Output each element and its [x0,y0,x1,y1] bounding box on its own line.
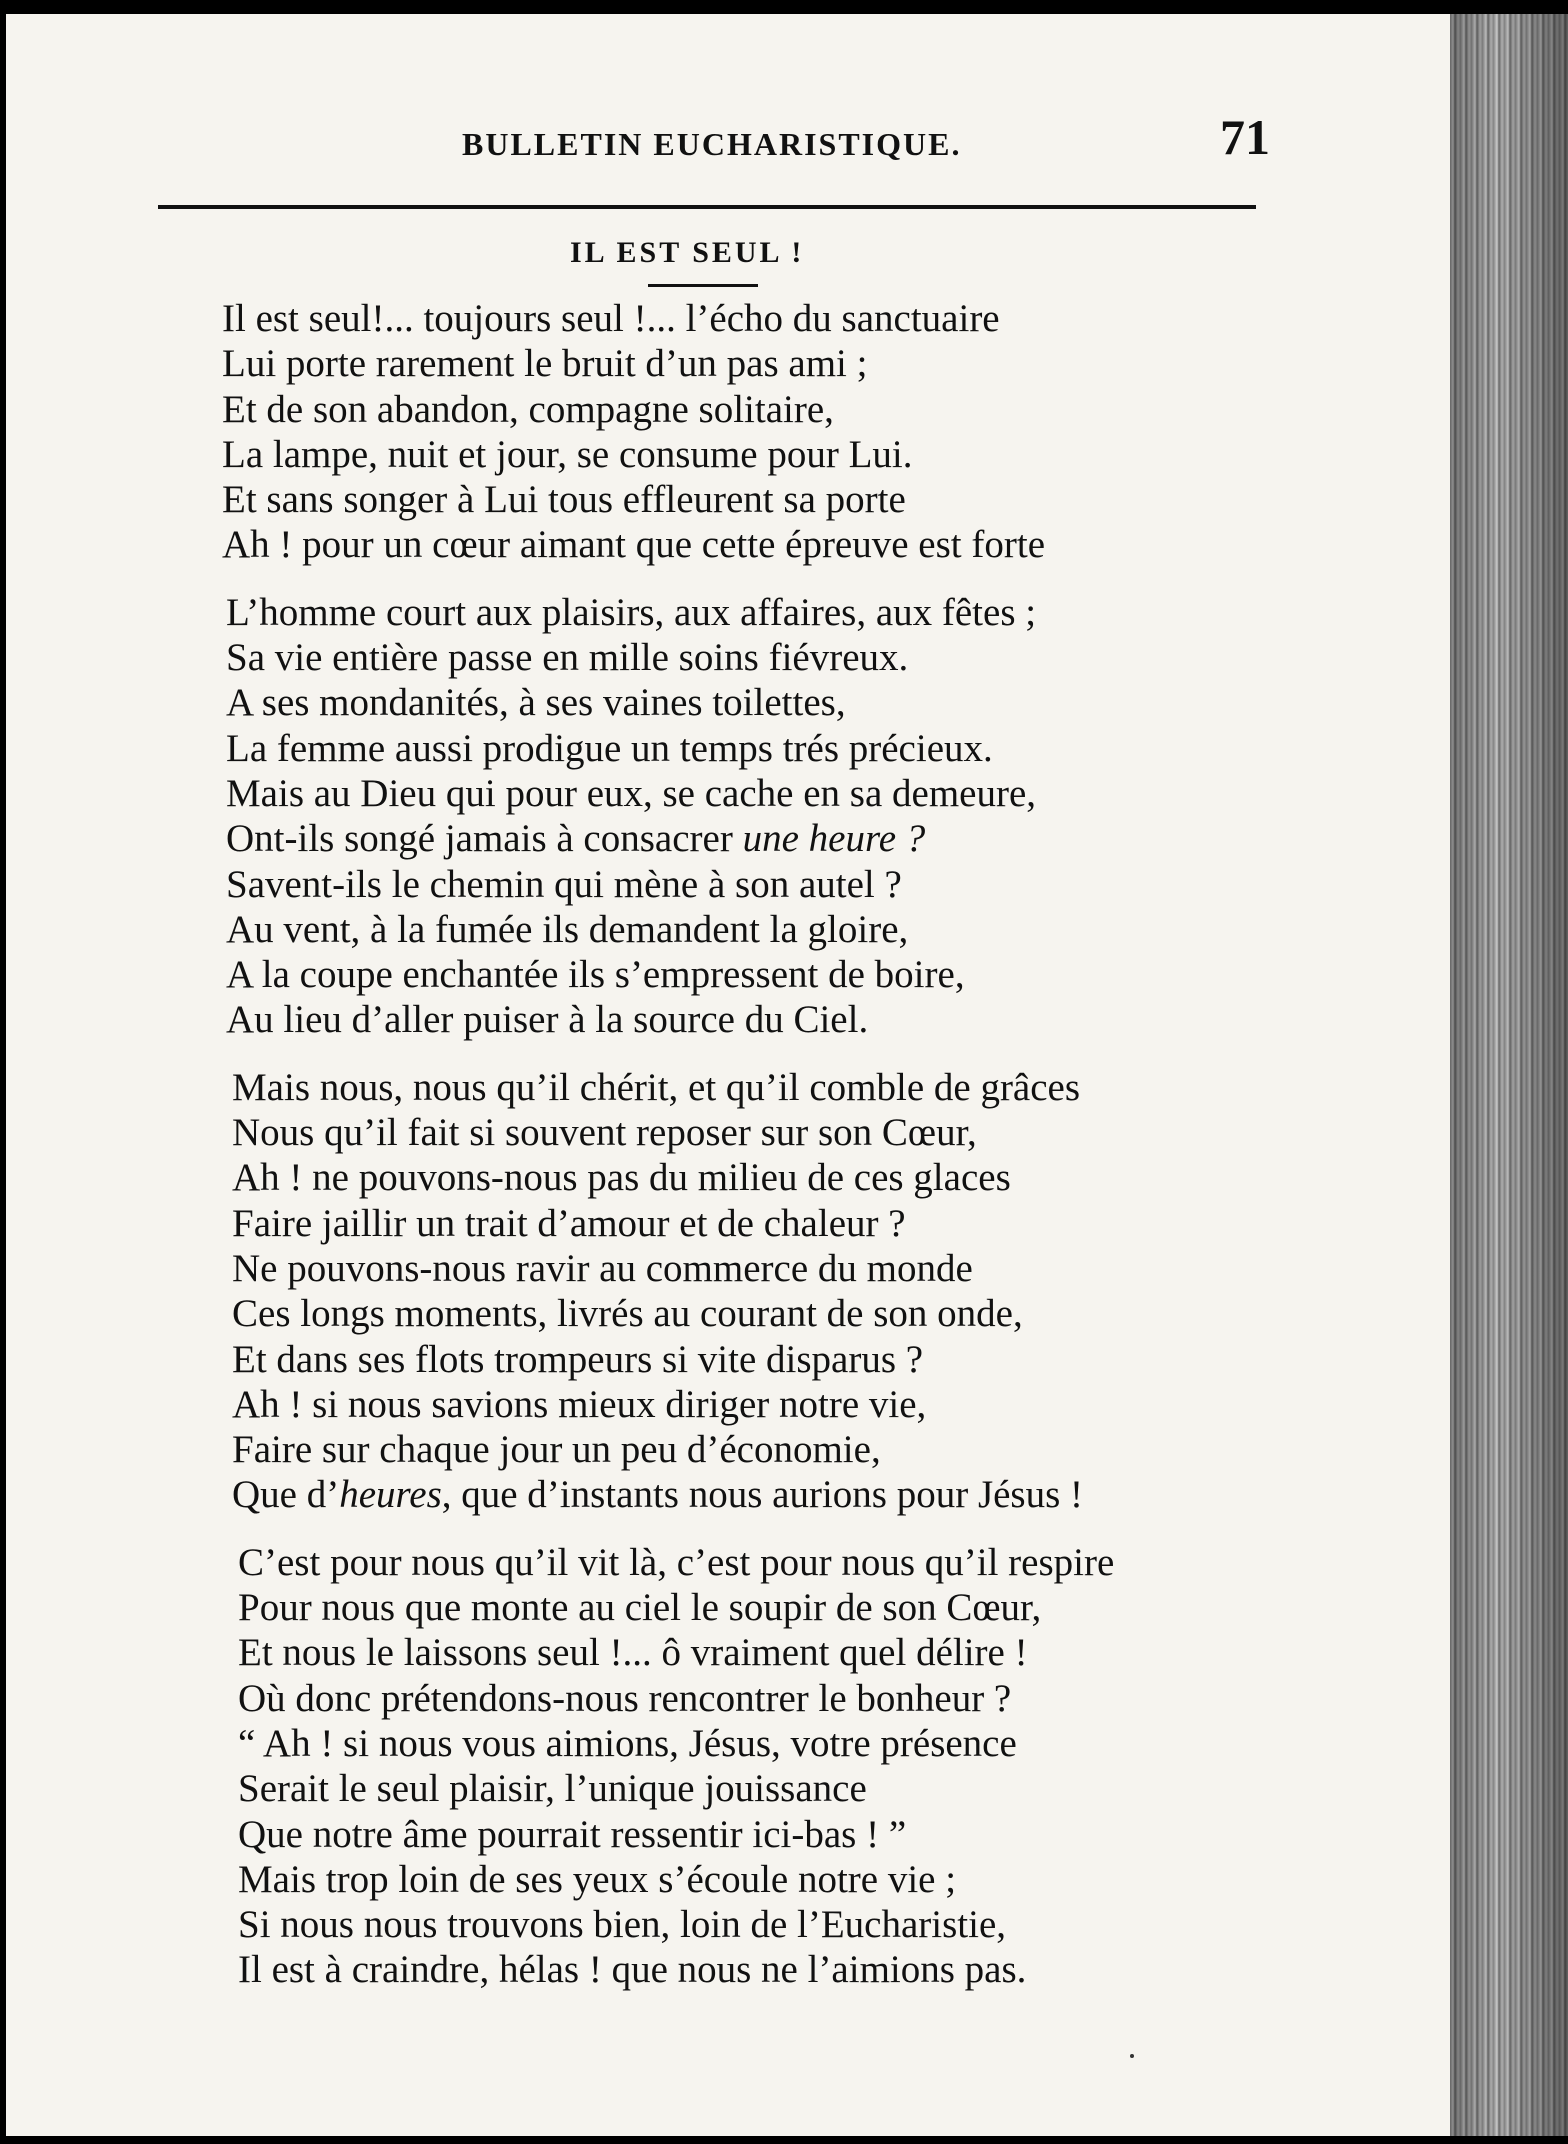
poem-line: Savent-ils le chemin qui mène à son autel ? [226,862,902,906]
poem-line: Que notre âme pourrait ressentir ici-bas ! ” [238,1812,907,1856]
poem-line: Ne pouvons-nous ravir au commerce du monde [232,1246,973,1290]
poem-line: Et dans ses flots trompeurs si vite disparus ? [232,1337,924,1381]
page-number: 71 [1220,109,1270,165]
poem-line [232,1472,1114,1517]
poem-line: Faire jaillir un trait d’amour et de chaleur ? [232,1201,906,1245]
poem-line: Au lieu d’aller puiser à la source du Ciel. [226,998,869,1042]
poem-line: Mais trop loin de ses yeux s’écoule notre vie ; [238,1857,957,1901]
poem-line: “ Ah ! si nous vous aimions, Jésus, votre présence [238,1721,1017,1765]
poem-line: Faire sur chaque jour un peu d’économie, [232,1428,881,1472]
poem-line: Et sans songer à Lui tous effleurent sa porte [222,478,906,522]
poem-line: C’est pour nous qu’il vit là, c’est pour nous qu’il respire [238,1540,1115,1584]
poem-line: Ah ! ne pouvons-nous pas du milieu de ces glaces [232,1156,1011,1200]
poem-line: A ses mondanités, à ses vaines toilettes, [226,681,846,725]
poem-line-italic: heures [339,1473,442,1517]
header-rule [158,205,1256,209]
poem-line: Et nous le laissons seul !... ô vraiment quel délire ! [238,1631,1028,1675]
stanza-4 [222,1540,1114,1993]
poem-line: Il est à craindre, hélas ! que nous ne l’aimions pas. [238,1948,1027,1992]
poem-line-text: Que d’ [232,1473,340,1517]
poem-line: La femme aussi prodigue un temps trés précieux. [226,726,993,770]
poem-line-text: , que d’instants nous aurions pour Jésus ! [441,1473,1084,1517]
poem-line: A la coupe enchantée ils s’empressent de boire, [226,953,965,997]
poem-line-italic: une heure ? [742,817,926,861]
poem-line: Si nous nous trouvons bien, loin de l’Eucharistie, [238,1903,1007,1947]
stanza-1 [222,296,1114,568]
poem-line: Où donc prétendons-nous rencontrer le bonheur ? [238,1676,1012,1720]
poem-line: Il est seul!... toujours seul !... l’écho du sanctuaire [222,297,1000,340]
ink-speck [1130,2054,1134,2058]
poem-line: Et de son abandon, compagne solitaire, [222,387,834,431]
poem-line: Mais nous, nous qu’il chérit, et qu’il comble de grâces [232,1065,1081,1109]
poem-line: Lui porte rarement le bruit d’un pas ami ; [222,342,868,386]
poem-line: Au vent, à la fumée ils demandent la gloire, [226,907,909,951]
poem-line: Serait le seul plaisir, l’unique jouissance [238,1767,867,1811]
poem-title: IL EST SEUL ! [570,236,805,269]
stanza-3 [222,1065,1114,1518]
poem-line: Nous qu’il fait si souvent reposer sur son Cœur, [232,1111,977,1155]
poem-line: Sa vie entière passe en mille soins fiévreux. [226,636,909,680]
poem-line: Ces longs moments, livrés au courant de son onde, [232,1292,1023,1336]
poem-line: Ah ! si nous savions mieux diriger notre vie, [232,1382,927,1426]
poem-line: L’homme court aux plaisirs, aux affaires, aux fêtes ; [226,590,1037,634]
running-head: BULLETIN EUCHARISTIQUE. [462,126,962,162]
page-edges-shadow [1450,14,1568,2136]
title-rule [648,284,758,287]
poem-line: Ah ! pour un cœur aimant que cette épreuve est forte [222,523,1045,567]
stanza-2 [222,590,1114,1043]
poem-line: La lampe, nuit et jour, se consume pour Lui. [222,432,913,476]
poem-line: Pour nous que monte au ciel le soupir de son Cœur, [238,1586,1042,1630]
poem-line: Mais au Dieu qui pour eux, se cache en sa demeure, [226,771,1037,815]
poem-line-text: Ont-ils songé jamais à consacrer [226,817,743,861]
poem-body [222,296,1114,1993]
poem-line [226,816,1114,861]
